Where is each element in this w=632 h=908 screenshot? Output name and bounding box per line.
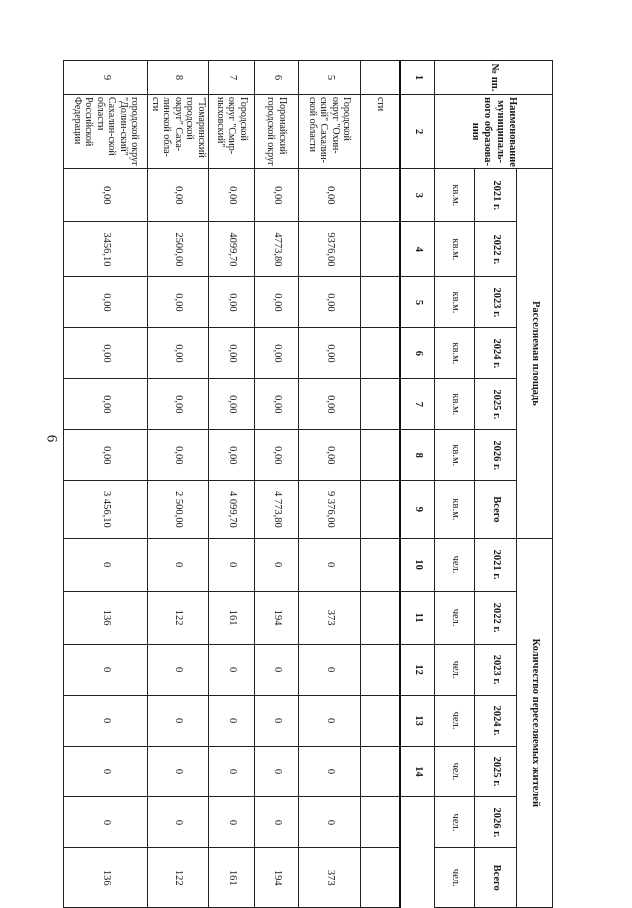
area-value: 0,00: [64, 277, 148, 328]
area-value: 0,00: [209, 328, 255, 379]
people-value: 0: [209, 746, 255, 797]
people-value: 136: [64, 591, 148, 644]
people-value: 0: [148, 797, 209, 848]
column-number: 3: [401, 169, 435, 222]
unit-header: чел.: [435, 695, 475, 746]
year-header: 2024 г.: [475, 328, 517, 379]
year-header: 2023 г.: [475, 277, 517, 328]
people-value: 373: [299, 848, 361, 908]
year-header: 2022 г.: [475, 591, 517, 644]
unit-header: кв.м.: [435, 430, 475, 481]
municipality-name: Поронайский городской округ: [255, 94, 299, 168]
area-value: 0,00: [299, 277, 361, 328]
area-value: 0,00: [209, 277, 255, 328]
resettlement-table: [64, 60, 554, 908]
unit-header: чел.: [435, 797, 475, 848]
table-row: [299, 61, 361, 908]
unit-header: чел.: [435, 746, 475, 797]
people-value: 373: [299, 591, 361, 644]
year-header: Всего: [475, 481, 517, 538]
people-value: 0: [64, 644, 148, 695]
unit-header: чел.: [435, 591, 475, 644]
year-header: 2025 г.: [475, 379, 517, 430]
people-value: 0: [148, 746, 209, 797]
area-value: 0,00: [64, 328, 148, 379]
area-value: 3456,10: [64, 222, 148, 277]
people-value: 0: [299, 644, 361, 695]
year-header: 2021 г.: [475, 538, 517, 591]
people-value: 161: [209, 848, 255, 908]
header-area-group: Расселяемая площадь: [517, 169, 553, 538]
unit-header: кв.м.: [435, 169, 475, 222]
area-value: 0,00: [209, 430, 255, 481]
unit-header: кв.м.: [435, 328, 475, 379]
municipality-name: Городской округ "Смир-ныховский": [209, 94, 255, 168]
area-value: 0,00: [209, 379, 255, 430]
area-value: 0,00: [299, 328, 361, 379]
people-value: 0: [299, 538, 361, 591]
people-value: 0: [64, 797, 148, 848]
people-value: 0: [148, 538, 209, 591]
column-number: 9: [401, 481, 435, 538]
column-number: 8: [401, 430, 435, 481]
people-value: 0: [64, 746, 148, 797]
area-value: 9 376,00: [299, 481, 361, 538]
page-number: 6: [43, 434, 60, 443]
people-value: 194: [255, 591, 299, 644]
header-people-group: Количество переселяемых жителей: [517, 538, 553, 907]
area-value: 0,00: [255, 169, 299, 222]
row-number: 6: [255, 61, 299, 95]
area-value: 0,00: [209, 169, 255, 222]
area-value: 4099,70: [209, 222, 255, 277]
year-header: 2021 г.: [475, 169, 517, 222]
people-value: 0: [209, 644, 255, 695]
column-number: 1: [401, 61, 435, 95]
area-value: 0,00: [64, 169, 148, 222]
unit-header: кв.м.: [435, 277, 475, 328]
people-value: 0: [255, 746, 299, 797]
area-value: 0,00: [148, 169, 209, 222]
column-number: 13: [401, 695, 435, 746]
area-value: 0,00: [255, 430, 299, 481]
column-number: 6: [401, 328, 435, 379]
area-value: 0,00: [148, 328, 209, 379]
column-number: 5: [401, 277, 435, 328]
unit-header: кв.м.: [435, 379, 475, 430]
area-value: 0,00: [148, 379, 209, 430]
area-value: 0,00: [299, 430, 361, 481]
municipality-name: "Томаринский городской округ" Саха-линской обла-сти: [148, 94, 209, 168]
people-value: 0: [64, 538, 148, 591]
table-row: [148, 61, 209, 908]
area-value: 3 456,10: [64, 481, 148, 538]
year-header: 2025 г.: [475, 746, 517, 797]
unit-header: кв.м.: [435, 222, 475, 277]
area-value: 4 773,80: [255, 481, 299, 538]
year-header: 2024 г.: [475, 695, 517, 746]
continuation-text: сти: [361, 94, 401, 168]
people-value: 0: [255, 695, 299, 746]
table-row: [64, 61, 148, 908]
area-value: 0,00: [299, 379, 361, 430]
column-number: 10: [401, 538, 435, 591]
people-value: 0: [255, 538, 299, 591]
people-value: 161: [209, 591, 255, 644]
people-value: 0: [209, 695, 255, 746]
people-value: 0: [148, 644, 209, 695]
column-number: 7: [401, 379, 435, 430]
area-value: 2 500,00: [148, 481, 209, 538]
rotated-table-container: [72, 60, 553, 908]
column-number: 2: [401, 94, 435, 168]
people-value: 0: [148, 695, 209, 746]
people-value: 0: [299, 695, 361, 746]
people-value: 0: [299, 797, 361, 848]
people-value: 122: [148, 848, 209, 908]
unit-header: чел.: [435, 538, 475, 591]
people-value: 194: [255, 848, 299, 908]
unit-header: кв.м.: [435, 481, 475, 538]
column-number: 11: [401, 591, 435, 644]
column-number: 4: [401, 222, 435, 277]
year-header: Всего: [475, 848, 517, 908]
unit-header: чел.: [435, 644, 475, 695]
year-header: 2026 г.: [475, 430, 517, 481]
empty-cell: [361, 61, 401, 95]
area-value: 0,00: [299, 169, 361, 222]
area-value: 0,00: [64, 430, 148, 481]
area-value: 0,00: [255, 328, 299, 379]
header-name: Наименование муниципаль-ного образова-ния: [435, 94, 553, 168]
people-value: 0: [299, 746, 361, 797]
people-value: 122: [148, 591, 209, 644]
area-value: 4 099,70: [209, 481, 255, 538]
people-value: 136: [64, 848, 148, 908]
area-value: 4773,80: [255, 222, 299, 277]
table-row: [209, 61, 255, 908]
column-number: 14: [401, 746, 435, 797]
people-value: 0: [209, 797, 255, 848]
year-header: 2026 г.: [475, 797, 517, 848]
people-value: 0: [255, 644, 299, 695]
municipality-name: городской округ "Долин-ский" Сахалин-ской области Российской Федерации: [64, 94, 148, 168]
year-header: 2023 г.: [475, 644, 517, 695]
area-value: 0,00: [64, 379, 148, 430]
row-number: 7: [209, 61, 255, 95]
unit-header: чел.: [435, 848, 475, 908]
area-value: 0,00: [148, 277, 209, 328]
row-number: 5: [299, 61, 361, 95]
area-value: 0,00: [148, 430, 209, 481]
table-body: [64, 61, 361, 908]
municipality-name: Городской округ "Охин-ский" Сахалин-ской области: [299, 94, 361, 168]
area-value: 0,00: [255, 277, 299, 328]
row-number: 8: [148, 61, 209, 95]
people-value: 0: [64, 695, 148, 746]
area-value: 0,00: [255, 379, 299, 430]
table-row: [255, 61, 299, 908]
area-value: 9376,00: [299, 222, 361, 277]
people-value: 0: [255, 797, 299, 848]
people-value: 0: [209, 538, 255, 591]
year-header: 2022 г.: [475, 222, 517, 277]
column-number: 12: [401, 644, 435, 695]
header-no: № пп.: [435, 61, 553, 95]
row-number: 9: [64, 61, 148, 95]
area-value: 2500,00: [148, 222, 209, 277]
